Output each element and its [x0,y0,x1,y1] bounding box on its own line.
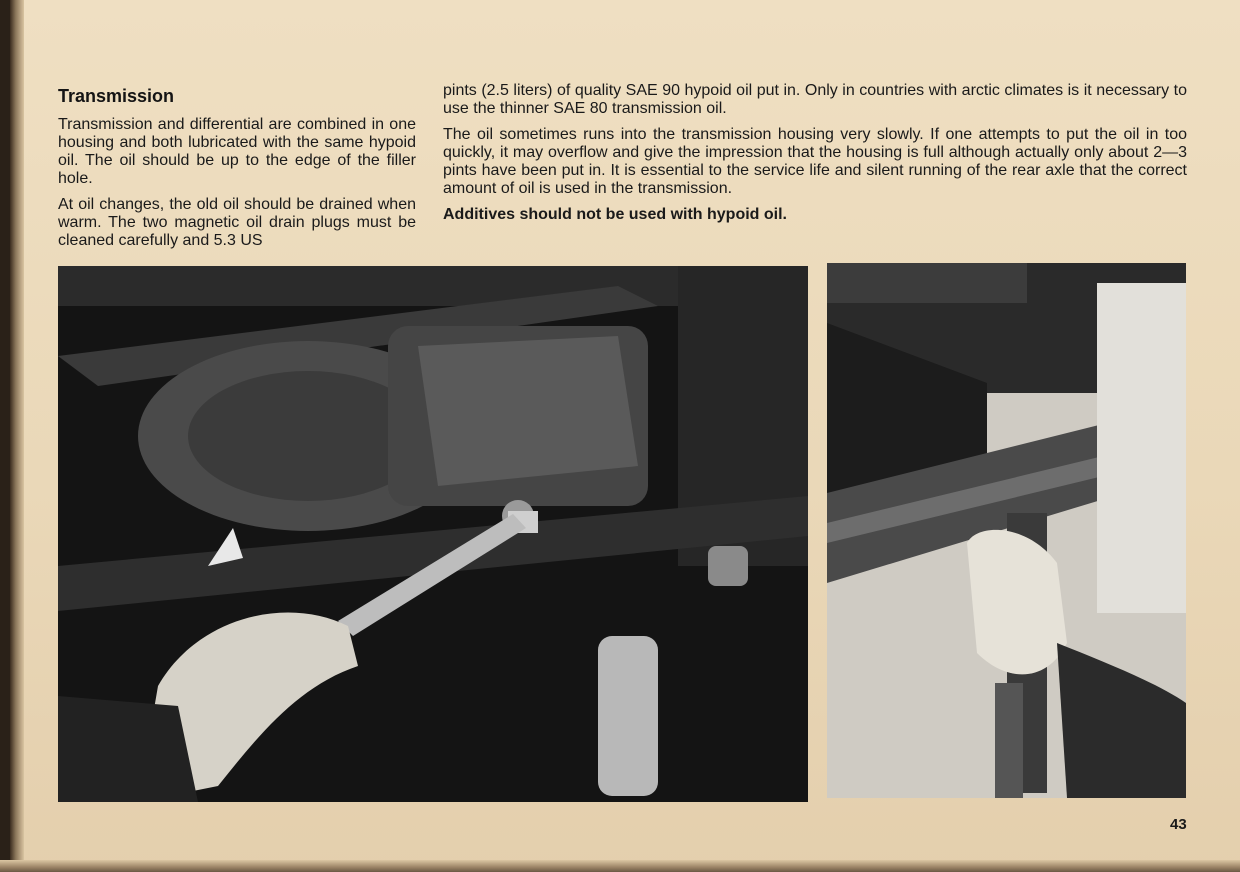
paragraph-oil-change: At oil changes, the old oil should be drained when warm. The two magnetic oil drain plugs must be cleaned carefully and 5.3 US [58,196,416,249]
photo-oil-filling [827,263,1186,798]
page-number: 43 [1170,816,1187,833]
photo-transmission-wrench [58,266,808,802]
paragraph-oil-quantity: pints (2.5 liters) of quality SAE 90 hypoid oil put in. Only in countries with arctic climates is it necessary to use the thinner SAE 80 transmission oil. [443,82,1187,117]
paragraph-intro: Transmission and differential are combined in one housing and both lubricated with the same hypoid oil. The oil should be up to the edge of the filler hole. [58,116,416,187]
right-text-column [443,82,1187,232]
left-text-column [58,116,416,258]
additives-warning: Additives should not be used with hypoid oil. [443,206,787,223]
section-heading: Transmission [58,86,175,106]
page-bottom-edge [0,860,1240,872]
book-spine [10,0,24,872]
paragraph-oil-filling: The oil sometimes runs into the transmission housing very slowly. If one attempts to put the oil in too quickly, it may overflow and give the impression that the housing is full although actually only about 2—3 pints have been put in. It is essential to the service life and silent running of the rear axle that the correct amount of oil is used in the transmission. [443,126,1187,197]
